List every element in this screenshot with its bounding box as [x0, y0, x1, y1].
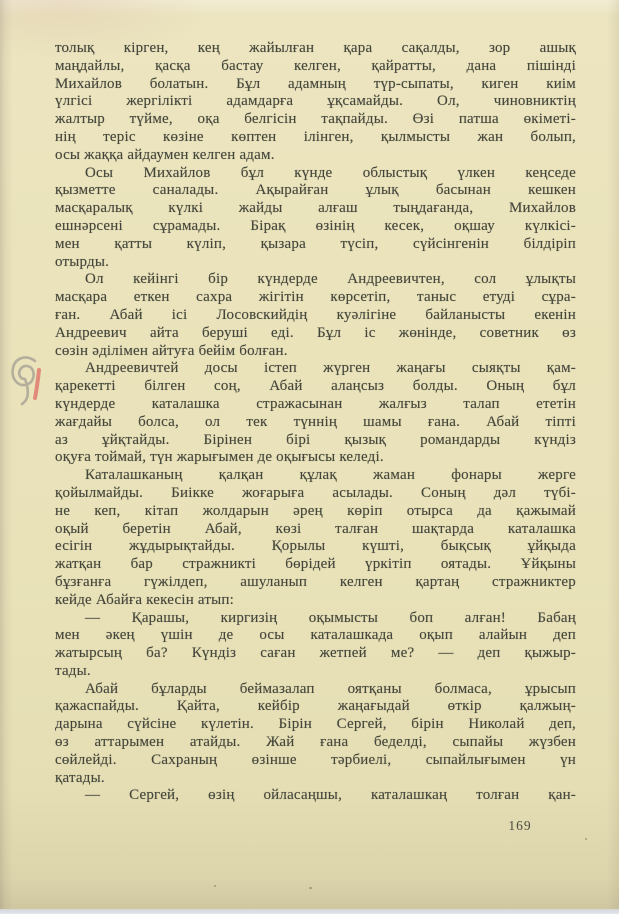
paper-speck	[214, 885, 216, 887]
text-line: нің теріс көзіне көптен ілінген, қылмысты жан болып,	[55, 128, 576, 145]
text-line: жалтыр түйме, оқа белгісін тақпайды. Өзі патша өкіметі-	[55, 111, 576, 128]
text-line: тады.	[55, 662, 91, 679]
text-line: қарекетті білген соң, Абай алаңсыз болды. Оның бұл	[55, 378, 576, 395]
text-line: кейде Абайға кекесін атып:	[55, 591, 235, 608]
text-line: жағдайы болса, ол тек түннің шамы ғана. Абай тіпті	[55, 413, 576, 430]
text-line: үлгісі жергілікті адамдарға ұқсамайды. Ол, чиновниктің	[55, 93, 576, 110]
pencil-margin-mark-icon	[13, 357, 35, 404]
text-line: мен әкең үшін де осы каталашкада оқып алайын деп	[55, 627, 576, 644]
text-line: сөзін әділімен айтуға бейім болған.	[55, 342, 288, 359]
margin-annotations	[8, 352, 54, 408]
text-line: Осы Михайлов бұл күнде облыстық үлкен кеңседе	[85, 164, 576, 181]
text-line: ған. Абай ісі Лосовскийдің куәлігіне байланысты екенін	[55, 306, 576, 323]
text-line: Андреевич айта беруші еді. Бұл іс жөнінде, советник өз	[55, 324, 576, 341]
text-line: Ол кейінгі бір күндерде Андреевичтен, сол ұлықты	[85, 271, 576, 288]
text-line: масқаралық күлкі жайды алғаш тыңдағанда, Михайлов	[55, 200, 576, 217]
text-line: осы жаққа айдаумен келген адам.	[55, 146, 275, 163]
paper-speck	[309, 887, 312, 889]
text-line: жатырсың ба? Күндіз саған жетпей ме? — деп қыжыр-	[55, 645, 576, 662]
text-line: өз аттарымен атайды. Жай ғана беделді, сыпайы жүзбен	[55, 734, 576, 751]
text-line: Каталашканың қалқан құлақ жаман фонары жерге	[85, 467, 576, 484]
text-line: Михайлов болатын. Бұл адамның түр-сыпаты, киген киім	[55, 75, 576, 92]
text-line: қойылмайды. Биікке жоғарыға асылады. Соның дәл түбі-	[55, 484, 576, 501]
text-line: ешнәрсені сұрамады. Бірақ өзінің кесек, оқшау күлкісі-	[55, 217, 576, 234]
text-line: бұзғанға гүжілдеп, ашуланып келген қартаң стражниктер	[55, 573, 576, 590]
text-line: қызметте саналады. Ақырайған ұлық басынан кешкен	[55, 182, 576, 199]
text-line: дарына сүйсіне күлетін. Бірін Сергей, бірін Николай деп,	[55, 716, 576, 733]
text-block	[55, 40, 576, 805]
text-line: сөйлейді. Сахраның өзінше тәрбиелі, сыпайлығымен үн	[55, 751, 576, 768]
text-line: жатқан бар стражникті бөрідей үркітіп оятады. Ұйқыны	[55, 556, 576, 573]
text-line: есігін жұдырықтайды. Қорылы күшті, бықсық ұйқыда	[55, 538, 576, 555]
text-line: аз ұйқтайды. Бірінен бірі қызық романдарды күндіз	[55, 431, 576, 448]
text-line: не кеп, кітап жолдарын әрең көріп отырса да қажымай	[55, 502, 576, 519]
text-line: Андреевичтей досы істеп жүрген жаңағы сыяқты қам-	[85, 360, 576, 377]
text-line: қатады.	[55, 769, 105, 786]
text-line: оқый беретін Абай, көзі талған шақтарда каталашка	[55, 520, 576, 537]
scan-bottom-edge	[0, 909, 619, 914]
text-line: толық кірген, кең жайылған қара сақалды, зор ашық	[55, 40, 576, 56]
page-number: 169	[508, 818, 532, 833]
text-line: оқуға тоймай, түн жарығымен де оқығысы келеді.	[55, 449, 384, 466]
paper-speck	[585, 838, 587, 840]
red-margin-mark-icon	[35, 370, 39, 398]
text-line: маңдайлы, қасқа бастау келген, қайратты, дана пішінді	[55, 57, 576, 74]
text-line: мен қатты күліп, қызара түсіп, сүйсінгенін білдіріп	[55, 235, 576, 252]
text-line: Абай бұларды беймазалап оятқаны болмаса, ұрысып	[85, 680, 576, 697]
text-line: отырды.	[55, 253, 110, 270]
text-line: күндерде каталашка стражасынан жалғыз талап ететін	[55, 395, 576, 412]
text-line: масқара еткен сахра жігітін көрсетіп, таныс етуді сұра-	[55, 289, 576, 306]
text-line: қажаспайды. Қайта, кейбір жаңағыдай өткір қалжың-	[55, 698, 576, 715]
text-line: — Сергей, өзің ойласаңшы, каталашкаң толған қан-	[85, 787, 576, 804]
text-line: — Қарашы, киргизің оқымысты боп алған! Бабаң	[85, 609, 576, 626]
